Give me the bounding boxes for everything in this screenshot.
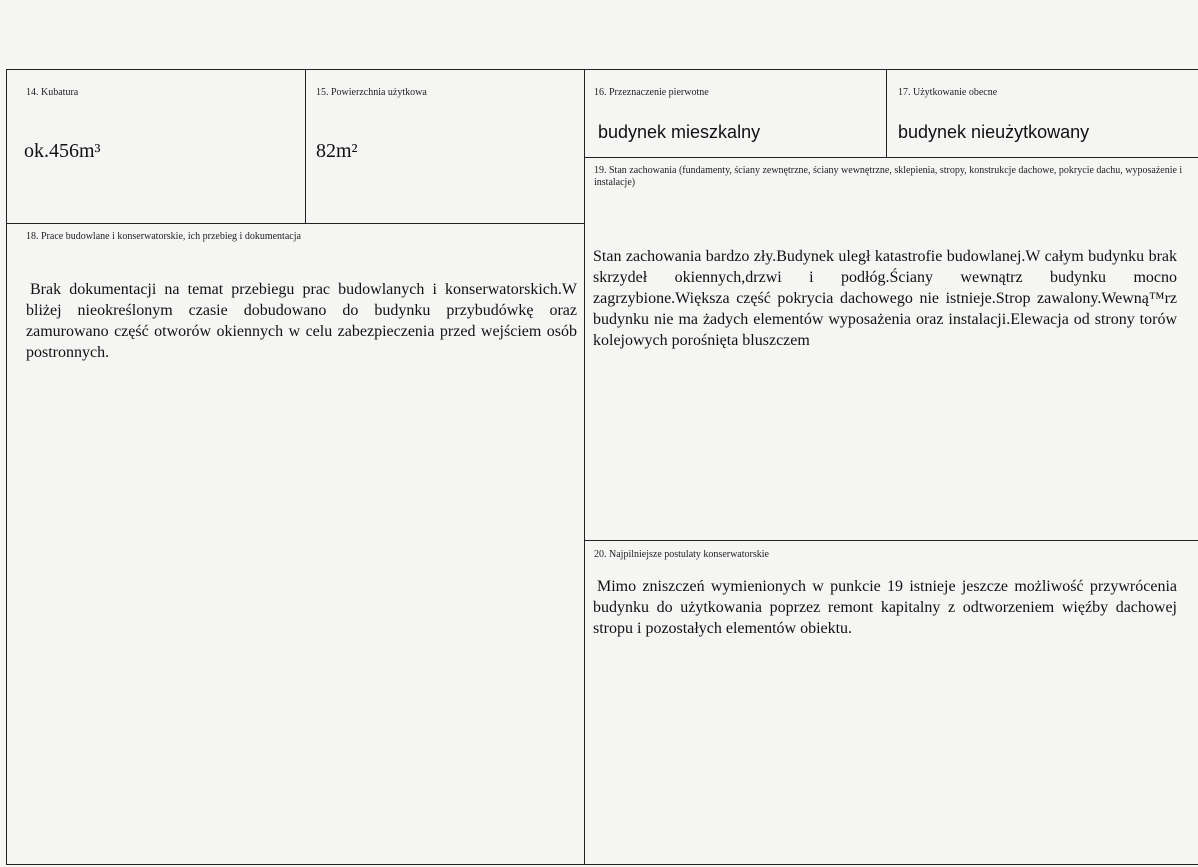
divider-19-20 (584, 540, 1198, 541)
postulaty-label: 20. Najpilniejsze postulaty konserwatorskie (594, 549, 769, 560)
stan-text: Stan zachowania bardzo zły.Budynek uległ katastrofie budowlanej.W całym budynku brak skrzydeł okiennych,drzwi i podłóg.Ściany wewnątrz budynku mocno zagrzybione.Większa część pokrycia dachowego nie istnieje.Strop zawalony.Wewną™rz budynku nie ma żadych elementów wyposażenia oraz instalacji.Elewacja od strony torów kolejowych porośnięta bluszczem (593, 248, 1177, 349)
powierzchnia-label: 15. Powierzchnia użytkowa (316, 87, 427, 98)
przeznaczenie-value: budynek mieszkalny (598, 122, 761, 142)
divider-14-15 (305, 69, 306, 223)
kubatura-label: 14. Kubatura (26, 87, 79, 98)
left-border (6, 69, 7, 865)
uzytkowanie-value: budynek nieużytkowany (898, 122, 1090, 142)
divider-16-19 (584, 157, 1198, 158)
bottom-border (6, 864, 1198, 865)
divider-16-17 (886, 69, 887, 157)
top-border (6, 69, 1198, 70)
prace-label: 18. Prace budowlane i konserwatorskie, ich przebieg i dokumentacja (26, 231, 301, 242)
center-divider (584, 69, 585, 865)
przeznaczenie-label: 16. Przeznaczenie pierwotne (594, 87, 709, 98)
postulaty-text: Mimo zniszczeń wymienionych w punkcie 19 istnieje jeszcze możliwość przywrócenia budynku do użytkowania poprzez remont kapitalny z odtworzeniem więźby dachowej stropu i pozostałych elementów obiektu. (593, 578, 1177, 637)
divider-14-18 (6, 223, 584, 224)
powierzchnia-value: 82m² (316, 140, 358, 162)
uzytkowanie-label: 17. Użytkowanie obecne (898, 87, 998, 98)
stan-label: 19. Stan zachowania (fundamenty, ściany zewnętrzne, ściany wewnętrzne, sklepienia, stropy, konstrukcje dachowe, pokrycie dachu, wyposażenie i instalacje) (594, 165, 1183, 188)
kubatura-value: ok.456m³ (24, 140, 101, 162)
prace-text: Brak dokumentacji na temat przebiegu prac budowlanych i konserwatorskich.W bliżej nieokreślonym czasie dobudowano do budynku przybudówkę oraz zamurowano część otworów okiennych w celu zabezpieczenia przed wejściem osób postronnych. (26, 281, 577, 361)
